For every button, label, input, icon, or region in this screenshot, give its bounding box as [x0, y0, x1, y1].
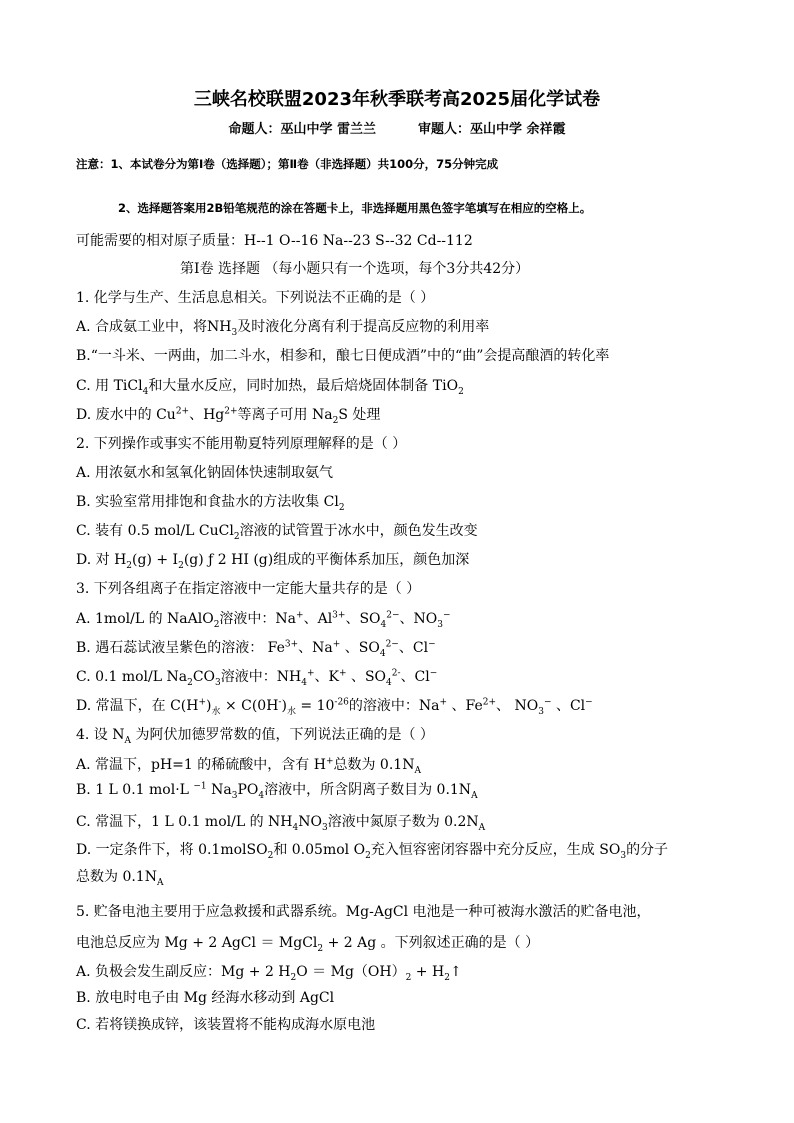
q3-stem: 3. 下列各组离子在指定溶液中一定能大量共存的是（ ）	[76, 581, 421, 597]
q4-option-b: B. 1 L 0.1 mol·L $^{-1}$ $Na_3PO_4$溶液中，所含阴离子数目为 $0.1N_A$	[76, 781, 478, 801]
q2-option-a: A. 用浓氨水和氢氧化钠固体快速制取氨气	[76, 465, 334, 481]
q4-option-a: A. 常温下，pH=1 的稀硫酸中，含有 H+总数为 $0.1N_A$	[76, 756, 421, 776]
q2-stem: 2. 下列操作或事实不能用勒夏特列原理解释的是（ ）	[76, 436, 407, 452]
q3-option-b: B. 遇石蕊试液呈紫色的溶液： $Fe^{3+}$、Na+ 、$SO_4^{2-}$、Cl−	[76, 639, 436, 659]
q4-option-c: C. 常温下，1 L 0.1 mol/L 的 $NH_4NO_3$溶液中氮原子数为 $0.2N_A$	[76, 814, 486, 833]
q3-option-d: D. 常温下，在 $C(H^+)_水 \times C(0H^-)_水 = 10^{-26}$的溶液中：Na+ 、$Fe^{2+}$、 $NO_3^-$ 、Cl−	[76, 697, 593, 717]
q1-option-c: C. 用 TiCl$_4$和大量水反应，同时加热，最后焙烧固体制备 TiO$_2$	[76, 378, 464, 397]
q4-option-d-cont: 总数为 $0.1N_A$	[76, 869, 164, 888]
exam-title: 三峡名校联盟2023年秋季联考高2025届化学试卷	[193, 89, 601, 110]
q1-option-b: B.“一斗米、一两曲，加二斗水，相参和，酿七日便成酒”中的“曲”会提高酿酒的转化率	[76, 348, 610, 364]
q3-option-a: A. 1mol/L 的 NaAlO$_2$溶液中：Na+、$Al^{3+}$、$SO_4^{2-}$、$NO_3^-$	[76, 610, 451, 630]
q2-option-b: B. 实验室常用排饱和食盐水的方法收集 $Cl_2$	[76, 494, 345, 513]
proposer: 命题人：巫山中学 雷兰兰	[228, 122, 376, 137]
q5-option-c: C. 若将镁换成锌，该装置将不能构成海水原电池	[76, 1017, 376, 1033]
q2-option-c: C. 装有 0.5 mol/L CuCl$_2$溶液的试管置于冰水中，颜色发生改变	[76, 523, 478, 542]
q2-option-d: D. 对 $H_2(g) + I_2(g)$ ƒ 2 HI (g)组成的平衡体系加压，颜色加深	[76, 552, 470, 571]
atomic-masses: 可能需要的相对原子质量：H--1 O--16 Na--23 S--32 Cd--112	[76, 233, 473, 249]
q5-option-b: B. 放电时电子由 Mg 经海水移动到 AgCl	[76, 990, 335, 1006]
notice-line-1: 注意：1、本试卷分为第Ⅰ卷（选择题）；第Ⅱ卷（非选择题）共100分，75分钟完成	[76, 157, 499, 171]
q4-stem: 4. 设 $N_A$ 为阿伏加德罗常数的值，下列说法正确的是（ ）	[76, 727, 434, 746]
reviewer: 审题人：巫山中学 余祥霞	[418, 122, 566, 137]
q5-stem-1: 5. 贮备电池主要用于应急救援和武器系统。Mg-AgCl 电池是一种可被海水激活的贮备电池，	[76, 904, 651, 920]
q1-option-d: D. 废水中的 $Cu^{2+}$、$Hg^{2+}$等离子可用 $Na_2S$ 处理	[76, 406, 381, 426]
authors-line	[0, 120, 794, 140]
q1-option-a: A. 合成氨工业中，将$NH_3$及时液化分离有利于提高反应物的利用率	[76, 319, 490, 338]
section-heading: 第Ⅰ卷 选择题 （每小题只有一个选项，每个3分共42分）	[180, 261, 530, 277]
q5-option-a: A. 负极会发生副反应：Mg + 2 $H_2O = Mg(OH)_2$ + $H_2↑$	[76, 964, 462, 983]
q5-stem-2: 电池总反应为 Mg + 2 AgCl ＝ MgCl$_2$ + 2 Ag 。下列叙述正确的是（ ）	[76, 935, 540, 954]
q3-option-c: C. 0.1 mol/L $Na_2CO_3$溶液中：$NH_4^+$、K+ 、$SO_4^{2-}$、Cl−	[76, 668, 438, 688]
notice-line-2: 2、选择题答案用2B铅笔规范的涂在答题卡上，非选择题用黑色签字笔填写在相应的空格上。	[118, 201, 592, 215]
q1-stem: 1. 化学与生产、生活息息相关。下列说法不正确的是（ ）	[76, 290, 435, 306]
q4-option-d: D. 一定条件下，将 0.1molSO$_2$和 0.05mol $O_2$充入恒容密闭容器中充分反应，生成 $SO_3$的分子	[76, 842, 669, 861]
